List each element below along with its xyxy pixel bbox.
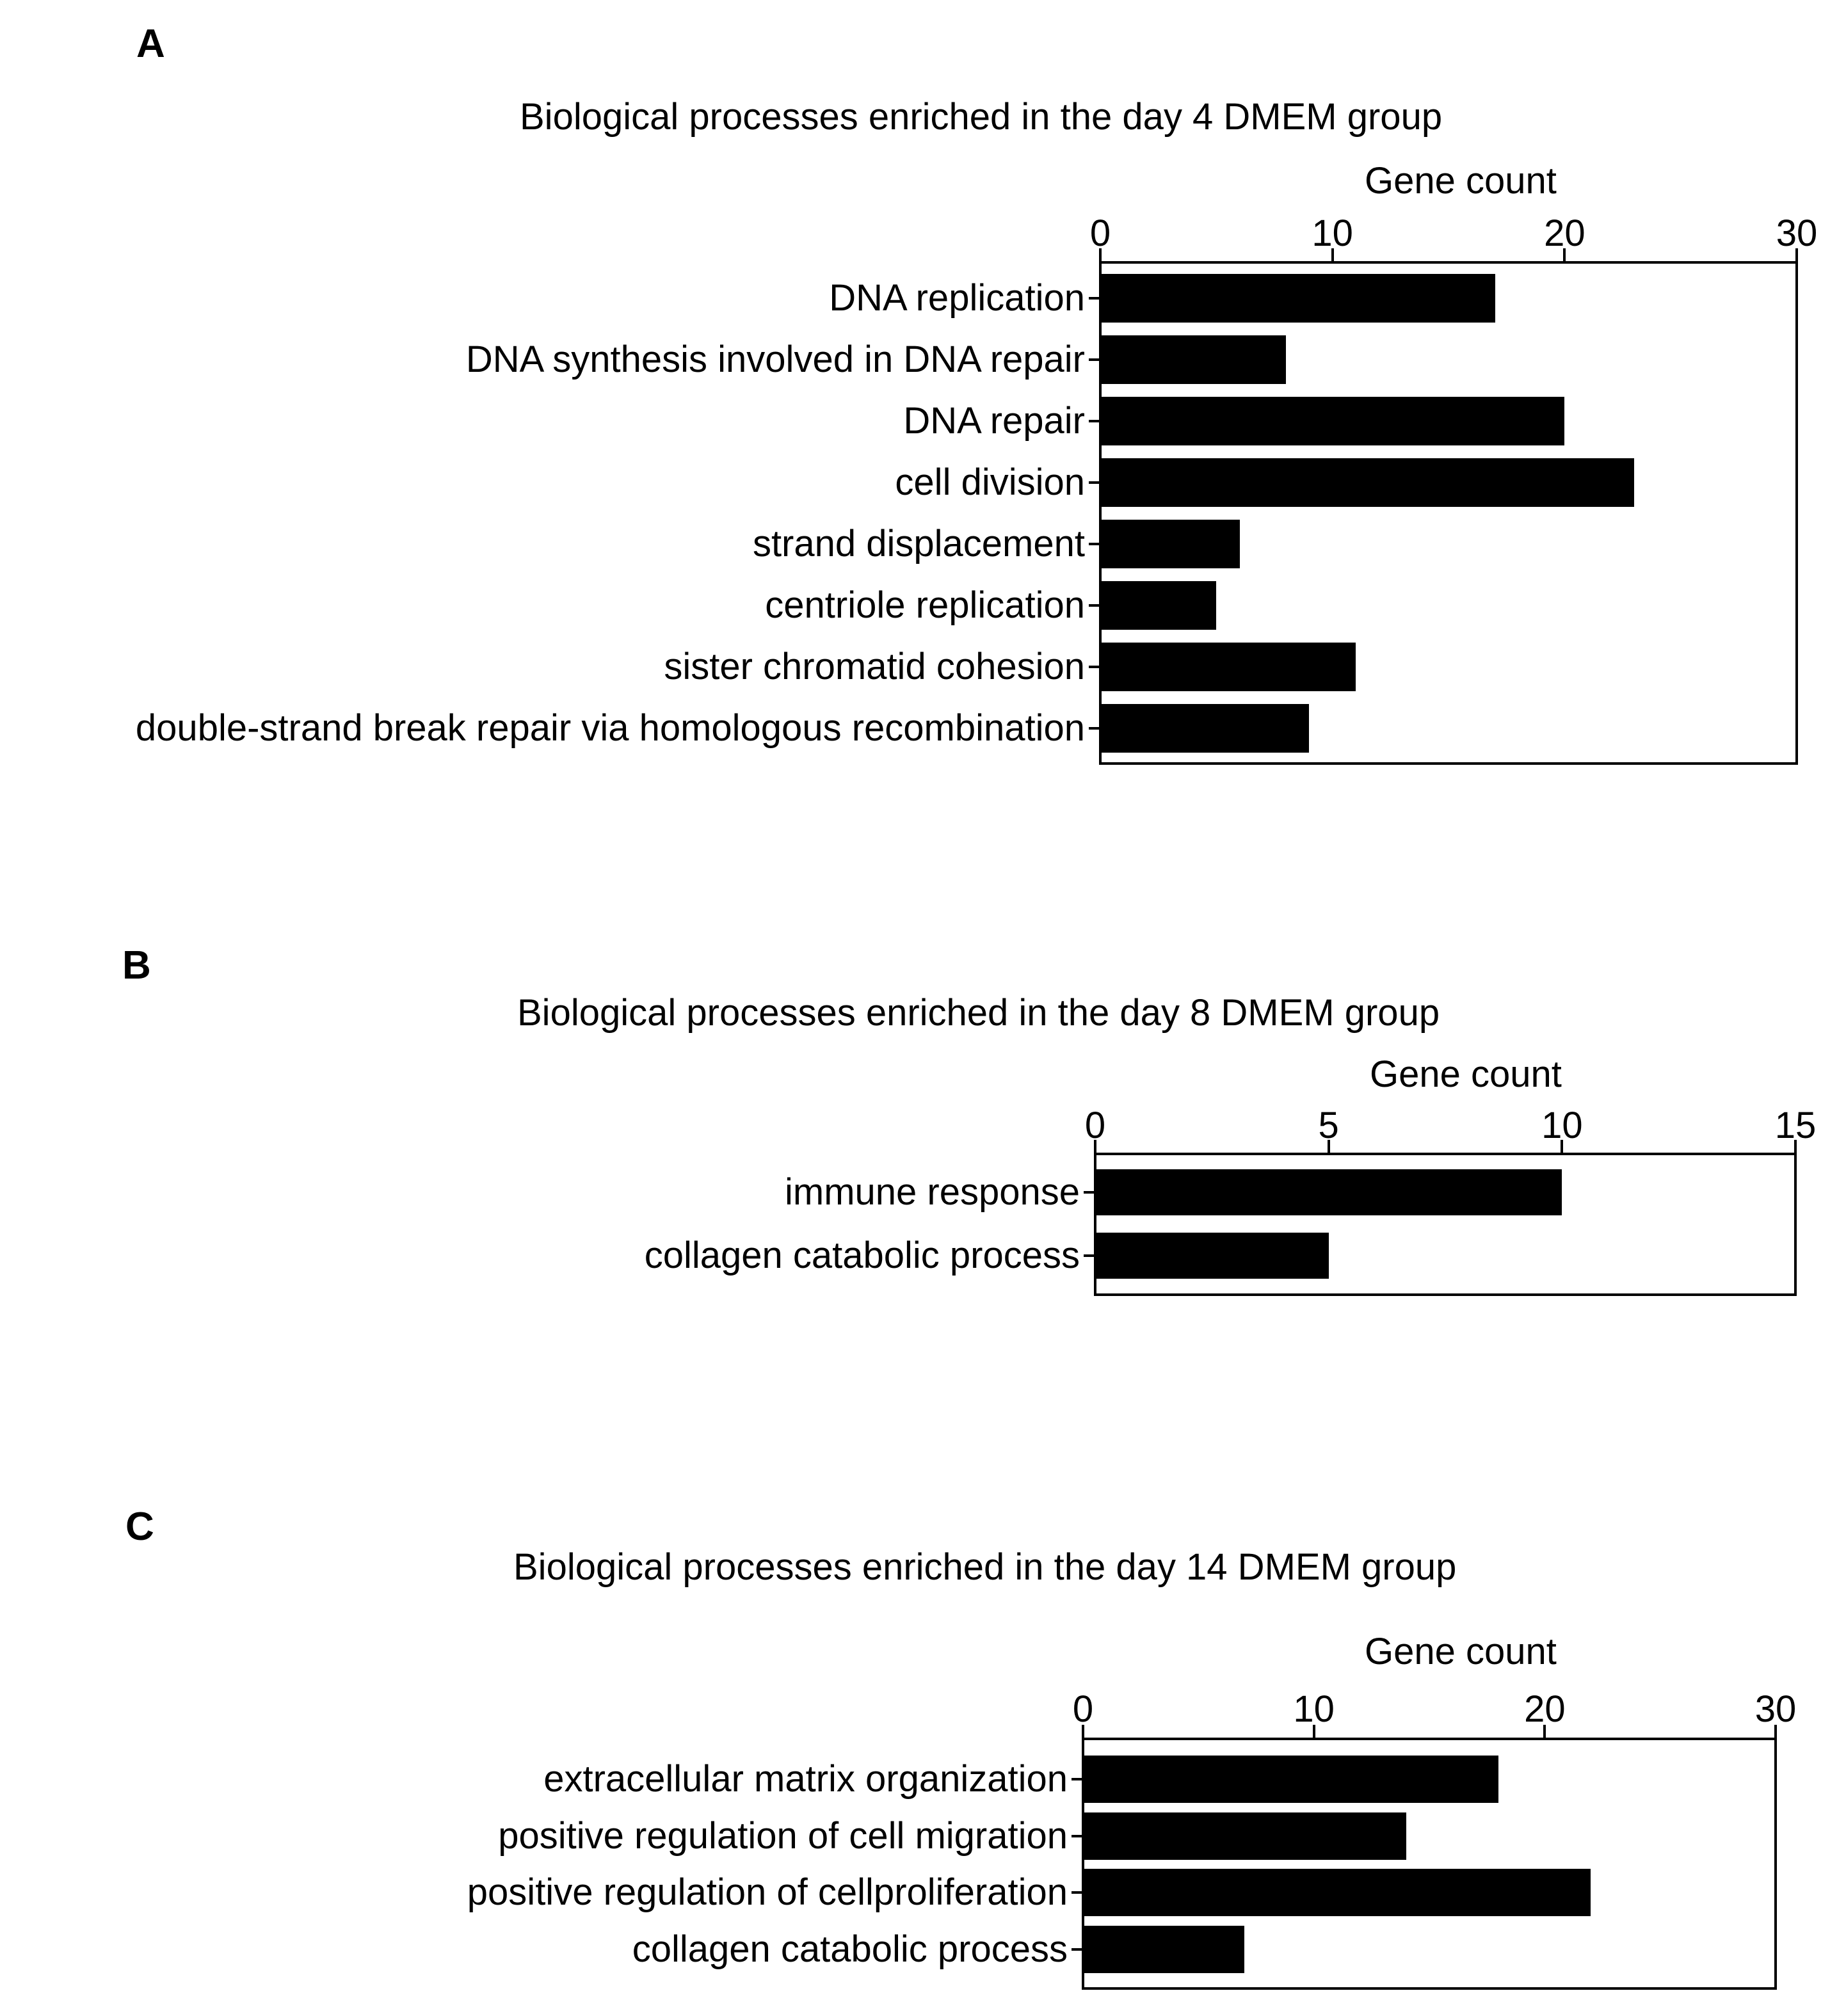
x-tick-label: 30 bbox=[1776, 212, 1818, 254]
x-tick-label: 20 bbox=[1524, 1688, 1566, 1730]
axis-title-b: Gene count bbox=[1370, 1053, 1562, 1095]
y-tick bbox=[1089, 358, 1100, 361]
category-label: DNA replication bbox=[829, 277, 1085, 319]
x-tick-label: 0 bbox=[1084, 1105, 1106, 1146]
bar bbox=[1100, 643, 1356, 691]
category-label: DNA repair bbox=[903, 400, 1085, 442]
panel-label-c: C bbox=[125, 1505, 154, 1549]
panel-label-a: A bbox=[136, 22, 165, 66]
category-label: positive regulation of cellproliferation bbox=[467, 1871, 1068, 1914]
bar bbox=[1100, 458, 1634, 507]
y-tick bbox=[1072, 1778, 1083, 1780]
bar bbox=[1083, 1926, 1244, 1973]
y-tick bbox=[1089, 543, 1100, 545]
y-tick bbox=[1089, 604, 1100, 607]
category-label: extracellular matrix organization bbox=[543, 1758, 1068, 1800]
bar bbox=[1100, 274, 1495, 323]
chart-title-c: Biological processes enriched in the day 14 DMEM group bbox=[513, 1546, 1457, 1588]
y-tick bbox=[1089, 297, 1100, 300]
y-tick bbox=[1089, 481, 1100, 484]
bar bbox=[1100, 335, 1286, 384]
chart-title-a: Biological processes enriched in the day 4 DMEM group bbox=[520, 96, 1443, 138]
y-tick bbox=[1089, 420, 1100, 422]
chart-title-b: Biological processes enriched in the day 8 DMEM group bbox=[517, 992, 1440, 1034]
bar bbox=[1100, 397, 1564, 445]
y-tick bbox=[1084, 1254, 1095, 1257]
category-label: sister chromatid cohesion bbox=[664, 646, 1085, 687]
category-label: DNA synthesis involved in DNA repair bbox=[465, 339, 1085, 380]
y-tick bbox=[1089, 666, 1100, 668]
y-tick bbox=[1072, 1948, 1083, 1951]
category-label: positive regulation of cell migration bbox=[498, 1814, 1068, 1857]
bar bbox=[1095, 1233, 1329, 1279]
category-label: collagen catabolic process bbox=[632, 1928, 1068, 1971]
y-tick bbox=[1072, 1835, 1083, 1837]
bar bbox=[1100, 520, 1240, 568]
bar bbox=[1083, 1869, 1591, 1916]
x-tick-label: 10 bbox=[1312, 212, 1353, 254]
x-tick-label: 10 bbox=[1541, 1105, 1583, 1146]
category-label: collagen catabolic process bbox=[644, 1235, 1080, 1276]
bar bbox=[1095, 1169, 1562, 1215]
x-tick-label: 30 bbox=[1754, 1688, 1797, 1730]
x-tick-label: 15 bbox=[1774, 1105, 1817, 1146]
x-tick-label: 20 bbox=[1544, 212, 1585, 254]
x-tick-label: 5 bbox=[1318, 1105, 1339, 1146]
panel-label-b: B bbox=[122, 943, 151, 988]
bar bbox=[1083, 1756, 1498, 1803]
x-tick-label: 10 bbox=[1293, 1688, 1335, 1730]
bar bbox=[1083, 1812, 1406, 1860]
bar bbox=[1100, 581, 1216, 630]
category-label: centriole replication bbox=[765, 584, 1085, 626]
y-tick bbox=[1084, 1191, 1095, 1194]
axis-title-a: Gene count bbox=[1365, 160, 1557, 202]
category-label: double-strand break repair via homologous recombination bbox=[135, 707, 1085, 749]
category-label: immune response bbox=[785, 1171, 1080, 1213]
x-tick-label: 0 bbox=[1072, 1688, 1094, 1730]
axis-title-c: Gene count bbox=[1365, 1631, 1557, 1672]
y-tick bbox=[1089, 727, 1100, 730]
bar bbox=[1100, 704, 1309, 753]
category-label: cell division bbox=[895, 461, 1085, 503]
x-tick-label: 0 bbox=[1089, 212, 1111, 254]
category-label: strand displacement bbox=[752, 523, 1085, 564]
y-tick bbox=[1072, 1891, 1083, 1894]
